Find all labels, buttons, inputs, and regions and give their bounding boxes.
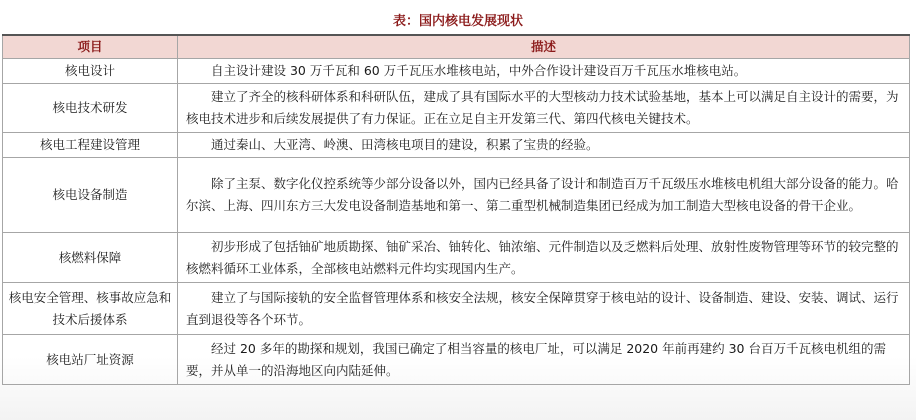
row-item: 核燃料保障 [3,233,178,283]
row-description: 除了主泵、数字化仪控系统等少部分设备以外，国内已经具备了设计和制造百万千瓦级压水堆核电机组大部分设备的能力。哈尔滨、上海、四川东方三大发电设备制造基地和第一、第二重型机械制造集团已经成为加工制造大型核电设备的骨干企业。 [178,158,910,233]
table-row [3,283,910,335]
row-description: 建立了与国际接轨的安全监督管理体系和核安全法规，核安全保障贯穿于核电站的设计、设备制造、建设、安装、调试、运行直到退役等各个环节。 [178,283,910,335]
row-description: 建立了齐全的核科研体系和科研队伍，建成了具有国际水平的大型核动力技术试验基地，基本上可以满足自主设计的需要，为核电技术进步和后续发展提供了有力保证。正在立足自主开发第三代、第四代核电关键技术。 [178,84,910,133]
row-description: 初步形成了包括铀矿地质勘探、铀矿采冶、铀转化、铀浓缩、元件制造以及乏燃料后处理、放射性废物管理等环节的较完整的核燃料循环工业体系，全部核电站燃料元件均实现国内生产。 [178,233,910,283]
table-row [3,335,910,385]
row-item: 核电设备制造 [3,158,178,233]
header-description: 描述 [178,35,910,59]
row-item: 核电设计 [3,59,178,84]
table-row [3,158,910,233]
row-description: 通过秦山、大亚湾、岭澳、田湾核电项目的建设，积累了宝贵的经验。 [178,133,910,158]
status-table [2,34,910,385]
row-item: 核电安全管理、核事故应急和技术后援体系 [3,283,178,335]
table-row [3,233,910,283]
table-header-row [3,35,910,59]
row-item: 核电工程建设管理 [3,133,178,158]
table-row [3,59,910,84]
row-item: 核电站厂址资源 [3,335,178,385]
row-item: 核电技术研发 [3,84,178,133]
row-description: 经过 20 多年的勘探和规划，我国已确定了相当容量的核电厂址，可以满足 2020 年前再建约 30 台百万千瓦核电机组的需要，并从单一的沿海地区向内陆延伸。 [178,335,910,385]
row-description: 自主设计建设 30 万千瓦和 60 万千瓦压水堆核电站，中外合作设计建设百万千瓦压水堆核电站。 [178,59,910,84]
header-item: 项目 [3,35,178,59]
table-title: 表：国内核电发展现状 [392,14,523,29]
table-row [3,133,910,158]
table-row [3,84,910,133]
